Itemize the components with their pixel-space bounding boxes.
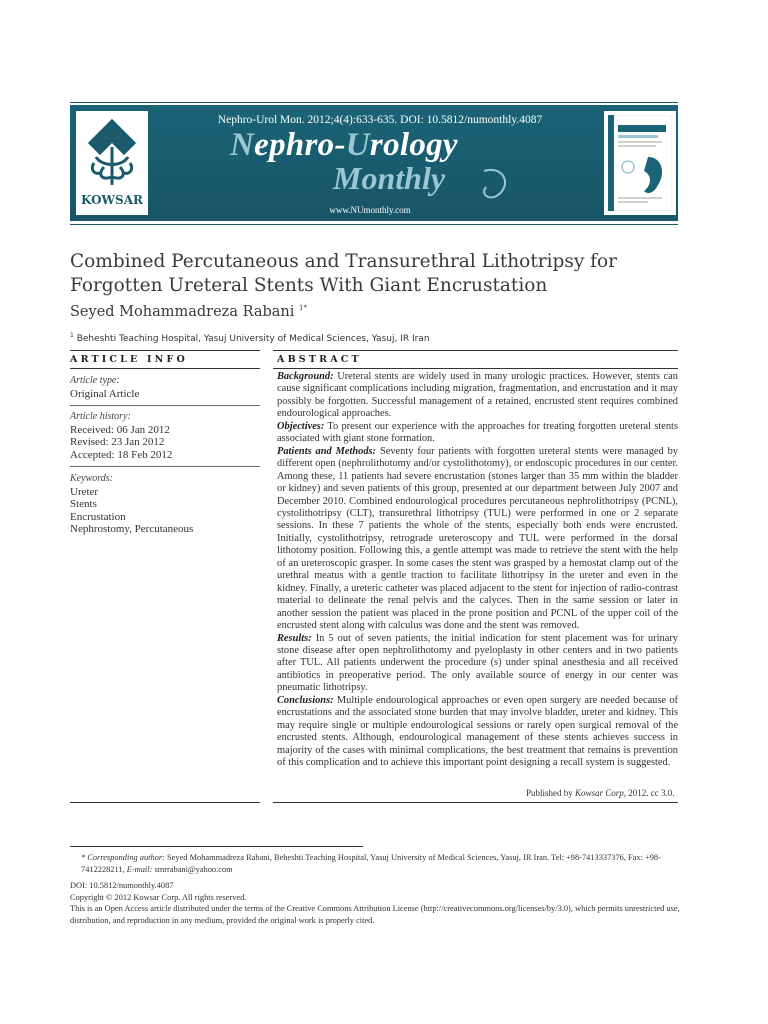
keyword-item: Stents bbox=[70, 498, 97, 510]
info-bottom-rule bbox=[70, 802, 260, 803]
article-history-block bbox=[70, 411, 260, 461]
author-marks: 1* bbox=[298, 304, 307, 313]
journal-title bbox=[230, 127, 458, 164]
doi-line: DOI: 10.5812/numonthly.4087 bbox=[70, 881, 174, 890]
swoosh-icon bbox=[478, 165, 512, 201]
methods-text: Seventy four patients with forgotten ureteral stents were managed by different open (nephrolithotomy and/or cystolithotomy), or endoscopic procedures in our center. Among these, 11 patients had severe encrustation (stones larger than 35 mm within the bladder or kidney) and seven patients of this group, presented at our department between July 2007 and December 2010. Combined endourological procedures percutaneous nephrolithotripsy (PCNL), cystolithotripsy (CLT), transurethral lithotripsy (TUL) were performed in one or 2 separate sessions. In these 7 patients the whole of the stents, especially both ends were encrusted. Initially, cystolithotripsy, retrograde ureteroscopy and TUL were performed in the dorsal lithotomy position. Following this, a gentle attempt was made to retrieve the stent with the help of an ureteroscopic grasper. In some cases the stent was grasped by a hemostat clamp out of the urethral meatus with a gentle traction to facilitate lithotripsy in the ureter and even in the kidney. Finally, a ureteric catheter was placed adjacent to the stent for injection of radio-contrast material to delineate the renal pelvis and the calyces. Then in the same session or later in another session the patient was placed in the prone position and PCNL of the upper coil of the encrusted stent along with calculus was done and the stent was removed. bbox=[277, 445, 678, 632]
article-info-heading: ARTICLE INFO bbox=[70, 354, 188, 365]
conclusions-text: Multiple endourological approaches or even open surgery are needed because of encrustations and the associated stone burden that may involve bladder, ureter and kidney. This may require single or multiple endourological sessions or rarely open surgical removal of the encrusted stents. Although, endourological management of these stents achieves success in majority of the cases with minimal complications, the best treatment that remains is prevention of this complication and to achieve this important point designing a recall system is suggested. bbox=[277, 694, 679, 769]
license-text: This is an Open Access article distributed under the terms of the Creative Commons Attribution License (http://creativecommons.org/licenses/by/3.0), which permits unrestricted use, distribution, and reproduction in any medium, provided the original work is properly cited. bbox=[70, 904, 680, 925]
kowsar-emblem-icon bbox=[86, 117, 138, 189]
results-label: Results: bbox=[277, 632, 312, 644]
article-type-value: Original Article bbox=[70, 387, 140, 400]
article-type-block bbox=[70, 375, 260, 400]
abstract-top-rule bbox=[273, 350, 678, 351]
article-history-label: Article history: bbox=[70, 411, 131, 422]
published-prefix: Published by bbox=[526, 788, 573, 798]
info-head-rule bbox=[70, 368, 260, 369]
accepted-date: Accepted: 18 Feb 2012 bbox=[70, 448, 173, 461]
publisher-name: Kowsar Corp bbox=[575, 788, 624, 798]
abstract-objectives bbox=[277, 421, 678, 446]
author-email: smrrabani@yahoo.com bbox=[154, 864, 233, 874]
copyright-line: Copyright © 2012 Kowsar Corp. All rights reserved. bbox=[70, 892, 247, 902]
abstract-bottom-rule bbox=[273, 802, 678, 803]
publisher-logo bbox=[76, 111, 148, 215]
results-text: In 5 out of seven patients, the initial indication for stent placement was for urinary stone disease after open nephrolithotomy and pyeloplasty in other centers and in two patients after TUL. All patients underwent the procedure (s) under spinal anesthesia and all received antibiotics in preoperative period. The only available source of energy in our center was pneumatic lithotripsy. bbox=[277, 632, 678, 694]
info-divider-2 bbox=[70, 466, 260, 467]
journal-title-initial-u: U bbox=[345, 127, 370, 163]
objectives-label: Objectives: bbox=[277, 420, 325, 432]
affiliation-mark: 1 bbox=[70, 332, 74, 339]
footnote-rule bbox=[70, 846, 363, 847]
journal-title-initial-n: N bbox=[230, 127, 255, 163]
keywords-label: Keywords: bbox=[70, 473, 113, 484]
info-top-rule bbox=[70, 350, 260, 351]
affiliation bbox=[70, 332, 430, 344]
revised-date: Revised: 23 Jan 2012 bbox=[70, 436, 165, 448]
cover-image-icon bbox=[608, 115, 672, 211]
background-text: Ureteral stents are widely used in many urologic practices. However, stents can cause significant complications including migration, fragmentation, and encrustation and it may possibly be forgotten. Successful management of a retained, encrusted stent requires combined endourological approaches. bbox=[277, 371, 678, 420]
journal-subtitle: Monthly bbox=[333, 160, 446, 196]
keyword-item: Encrustation bbox=[70, 510, 126, 523]
journal-website: www.NUmonthly.com bbox=[329, 205, 411, 215]
abstract-results bbox=[277, 633, 678, 695]
keywords-block bbox=[70, 473, 260, 536]
author-name: Seyed Mohammadreza Rabani bbox=[70, 304, 295, 320]
footnotes bbox=[70, 852, 682, 926]
citation-line: Nephro-Urol Mon. 2012;4(4):633-635. DOI: 10.5812/numonthly.4087 bbox=[217, 114, 543, 126]
abstract-heading: ABSTRACT bbox=[277, 354, 362, 365]
abstract-methods bbox=[277, 446, 678, 633]
published-suffix: , 2012. cc 3.0. bbox=[623, 788, 675, 798]
journal-banner bbox=[70, 105, 678, 221]
journal-title-part1: ephro- bbox=[254, 127, 346, 163]
objectives-text: To present our experience with the approaches for treating forgotten ureteral stents associated with giant stone formation. bbox=[277, 420, 678, 445]
author-line bbox=[70, 304, 307, 320]
banner-bottom-rule bbox=[70, 224, 678, 225]
conclusions-label: Conclusions: bbox=[277, 694, 334, 706]
article-title: Combined Percutaneous and Transurethral Lithotripsy for Forgotten Ureteral Stents With Giant Encrustation bbox=[70, 251, 618, 296]
logo-wordmark: KOWSAR bbox=[81, 193, 143, 207]
abstract-body bbox=[277, 371, 678, 770]
affiliation-text: Beheshti Teaching Hospital, Yasuj University of Medical Sciences, Yasuj, IR Iran bbox=[76, 334, 430, 344]
background-label: Background: bbox=[277, 371, 334, 382]
info-divider-1 bbox=[70, 405, 260, 406]
keyword-item: Ureter bbox=[70, 485, 99, 498]
email-label: E-mail: bbox=[126, 864, 153, 874]
corresponding-text: Seyed Mohammadreza Rabani, Beheshti Teaching Hospital, Yasuj University of Medical Sciences, Yasuj, IR Iran. Tel: +98-7413337376, Fax: +98-7412228211, bbox=[81, 853, 661, 874]
corresponding-author-note bbox=[70, 852, 682, 875]
abstract-conclusions bbox=[277, 695, 678, 770]
keyword-item: Nephrostomy, Percutaneous bbox=[70, 523, 194, 535]
journal-cover-thumbnail bbox=[604, 111, 676, 215]
methods-label: Patients and Methods: bbox=[277, 445, 377, 457]
abstract-background bbox=[277, 371, 678, 421]
journal-title-part2: rology bbox=[369, 127, 458, 163]
abstract-head-rule bbox=[273, 368, 678, 369]
received-date: Received: 06 Jan 2012 bbox=[70, 423, 170, 436]
banner-top-rule bbox=[70, 102, 678, 103]
corresponding-label: * Corresponding author: bbox=[81, 853, 165, 862]
article-type-label: Article type: bbox=[70, 375, 120, 386]
published-by bbox=[526, 788, 675, 798]
